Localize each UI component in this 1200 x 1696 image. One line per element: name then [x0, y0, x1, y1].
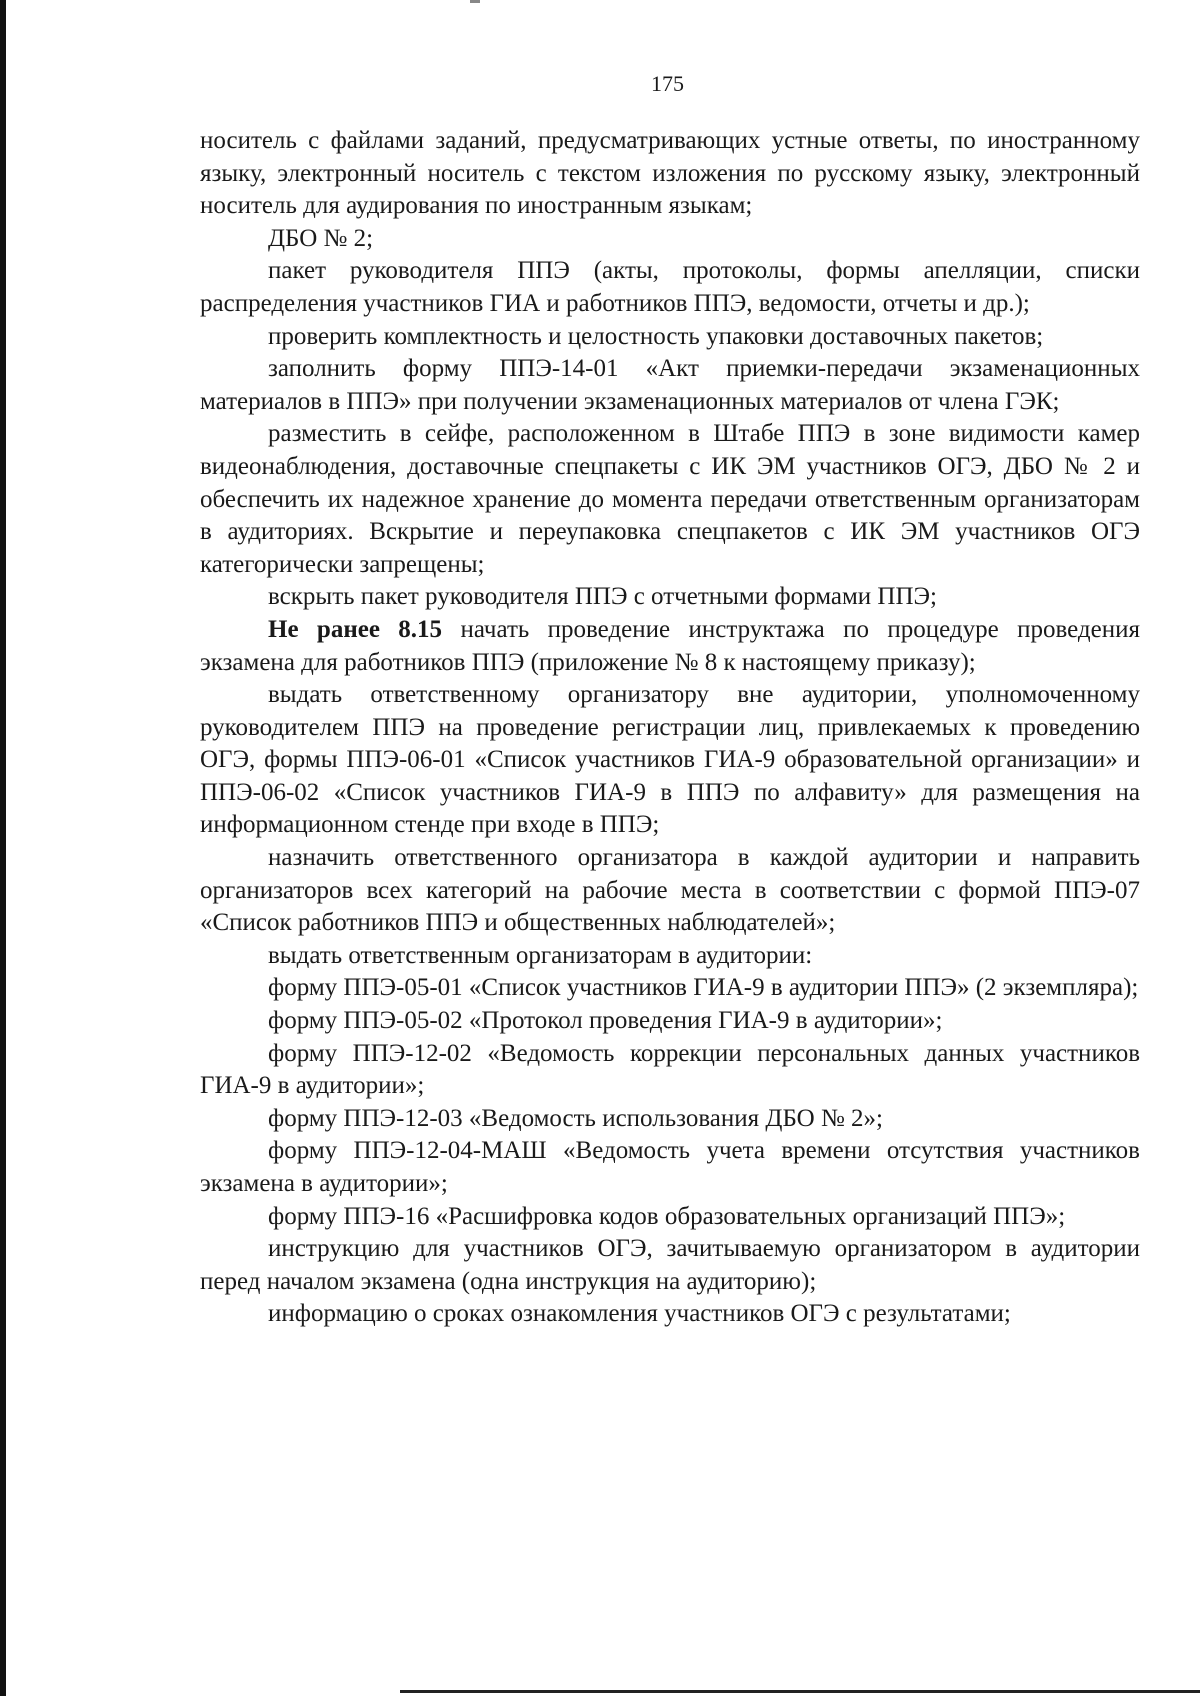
paragraph-8 — [200, 614, 1140, 679]
paragraph-13: форму ППЭ-05-02 «Протокол проведения ГИА-9 в аудитории»; — [268, 1007, 943, 1035]
paragraph-4: проверить комплектность и целостность упаковки доставочных пакетов; — [268, 322, 1044, 350]
time-emphasis: Не ранее 8.15 — [268, 615, 443, 643]
page-number: 175 — [651, 71, 684, 96]
paragraph-3: пакет руководителя ППЭ (акты, протоколы, формы апелляции, списки распределения участников ГИА и работников ППЭ, ведомости, отчеты и др.); — [200, 257, 1140, 317]
paragraph-12: форму ППЭ-05-01 «Список участников ГИА-9 в аудитории ППЭ» (2 экземпляра); — [268, 974, 1139, 1002]
paragraph-16: форму ППЭ-12-04-МАШ «Ведомость учета времени отсутствия участников экзамена в аудитории»; — [200, 1137, 1140, 1197]
scan-top-mark — [470, 0, 480, 3]
paragraph-7: вскрыть пакет руководителя ППЭ с отчетными формами ППЭ; — [268, 583, 937, 611]
paragraph-18: инструкцию для участников ОГЭ, зачитываемую организатором в аудитории перед началом экзамена (одна инструкция на аудиторию); — [200, 1235, 1140, 1295]
paragraph-5: заполнить форму ППЭ-14-01 «Акт приемки-передачи экзаменационных материалов в ППЭ» при получении экзаменационных материалов от члена ГЭК; — [200, 355, 1140, 415]
paragraph-9: выдать ответственному организатору вне аудитории, уполномоченному руководителем ППЭ на проведение регистрации лиц, привлекаемых к проведению ОГЭ, формы ППЭ-06-01 «Список участников ГИА-9 образовательной организации» и ППЭ-06-02 «Список участников ГИА-9 в ППЭ по алфавиту» для размещения на информационном стенде при входе в ППЭ; — [200, 681, 1140, 839]
paragraph-2: ДБО № 2; — [268, 224, 374, 252]
paragraph-8-text: начать проведение инструктажа по процедуре проведения экзамена для работников ППЭ (приложение № 8 к настоящему приказу); — [200, 615, 1140, 676]
paragraph-1: носитель с файлами заданий, предусматривающих устные ответы, по иностранному языку, электронный носитель с текстом изложения по русскому языку, электронный носитель для аудирования по иностранным языкам; — [200, 127, 1140, 220]
document-body — [200, 125, 1140, 1331]
paragraph-11: выдать ответственным организаторам в аудитории: — [268, 941, 813, 969]
paragraph-17: форму ППЭ-16 «Расшифровка кодов образовательных организаций ППЭ»; — [268, 1202, 1066, 1230]
scan-left-edge — [0, 0, 6, 1696]
paragraph-19: информацию о сроках ознакомления участников ОГЭ с результатами; — [268, 1300, 1011, 1328]
paragraph-6: разместить в сейфе, расположенном в Штабе ППЭ в зоне видимости камер видеонаблюдения, доставочные спецпакеты с ИК ЭМ участников ОГЭ, ДБО № 2 и обеспечить их надежное хранение до момента передачи ответственным организаторам в аудиториях. Вскрытие и переупаковка спецпакетов с ИК ЭМ участников ОГЭ категорически запрещены; — [200, 420, 1140, 578]
paragraph-14: форму ППЭ-12-02 «Ведомость коррекции персональных данных участников ГИА-9 в аудитории»; — [200, 1039, 1140, 1100]
paragraph-10: назначить ответственного организатора в каждой аудитории и направить организаторов всех категорий на рабочие места в соответствии с формой ППЭ-07 «Список работников ППЭ и общественных наблюдателей»; — [200, 844, 1140, 937]
scan-bottom-line — [400, 1690, 1200, 1693]
paragraph-15: форму ППЭ-12-03 «Ведомость использования ДБО № 2»; — [268, 1104, 884, 1132]
